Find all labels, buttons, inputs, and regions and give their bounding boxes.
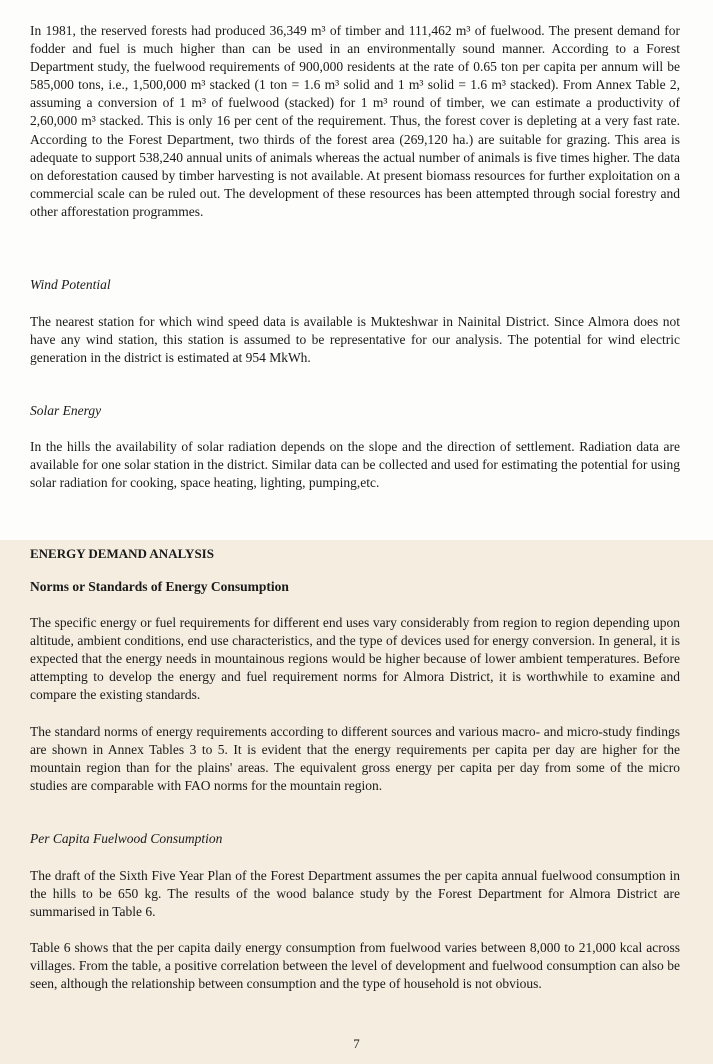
solar-energy-paragraph: In the hills the availability of solar radiation depends on the slope and the direction of settlement. Radiation data are available for one solar station in the district. Similar data can be collected and used for estimating the potential for using solar radiation for cooking, space heating, lighting, pumping,etc. xyxy=(30,439,680,491)
per-capita-paragraph-2: Table 6 shows that the per capita daily energy consumption from fuelwood varies between 8,000 to 21,000 kcal across villages. From the table, a positive correlation between the level of development and fuelwood consumption can also be seen, although the relationship between consumption and the type of household is not obvious. xyxy=(30,940,680,992)
norms-heading: Norms or Standards of Energy Consumption xyxy=(30,579,289,594)
norms-paragraph-1: The specific energy or fuel requirements for different end uses vary considerably from region to region depending upon altitude, ambient conditions, end use characteristics, and the type of devices used for energy conversion. In general, it is expected that the energy needs in mountainous regions would be higher because of lower ambient temperatures. Before attempting to develop the energy and fuel requirement norms for Almora District, it is worthwhile to examine and compare the existing standards. xyxy=(30,615,680,703)
norms-paragraph-2: The standard norms of energy requirements according to different sources and various macro- and micro-study findings are shown in Annex Tables 3 to 5. It is evident that the energy requirements per capita per day are higher for the mountain region than for the plains' areas. The equivalent gross energy per capita per day from some of the micro studies are comparable with FAO norms for the mountain region. xyxy=(30,724,680,794)
per-capita-fuelwood-heading: Per Capita Fuelwood Consumption xyxy=(30,831,223,846)
section-heading-energy-demand: ENERGY DEMAND ANALYSIS xyxy=(30,546,214,561)
wind-potential-paragraph: The nearest station for which wind speed data is available is Mukteshwar in Nainital District. Since Almora does not have any wind station, this station is assumed to be representative for our analysis. The potential for wind electric generation in the district is estimated at 954 MkWh. xyxy=(30,314,680,366)
page-number: 7 xyxy=(353,1036,360,1051)
per-capita-paragraph-1: The draft of the Sixth Five Year Plan of the Forest Department assumes the per capita annual fuelwood consumption in the hills to be 650 kg. The results of the wood balance study by the Forest Department for Almora District are summarised in Table 6. xyxy=(30,868,680,920)
solar-energy-heading: Solar Energy xyxy=(30,403,102,418)
wind-potential-heading: Wind Potential xyxy=(30,277,111,292)
forest-resources-paragraph: In 1981, the reserved forests had produced 36,349 m³ of timber and 111,462 m³ of fuelwood. The present demand for fodder and fuel is much higher than can be used in an environmentally sound manner. According to a Forest Department study, the fuelwood requirements of 900,000 residents at the rate of 0.65 ton per capita per annum will be 585,000 tons, i.e., 1,500,000 m³ stacked (1 ton = 1.6 m³ solid and 1 m³ solid = 1.6 m³ stacked). From Annex Table 2, assuming a conversion of 1 m³ of fuelwood (stacked) for 1 m³ round of timber, we can estimate a productivity of 2,60,000 m³ stacked. This is only 16 per cent of the requirement. Thus, the forest cover is depleting at a very fast rate. According to the Forest Department, two thirds of the forest area (269,120 ha.) are suitable for grazing. This area is adequate to support 538,240 annual units of animals whereas the actual number of animals is five times higher. The data on deforestation caused by timber harvesting is not available. At present biomass resources for further exploitation on a commercial scale can be ruled out. The development of these resources has been attempted through social forestry and other afforestation programmes. xyxy=(30,23,680,219)
